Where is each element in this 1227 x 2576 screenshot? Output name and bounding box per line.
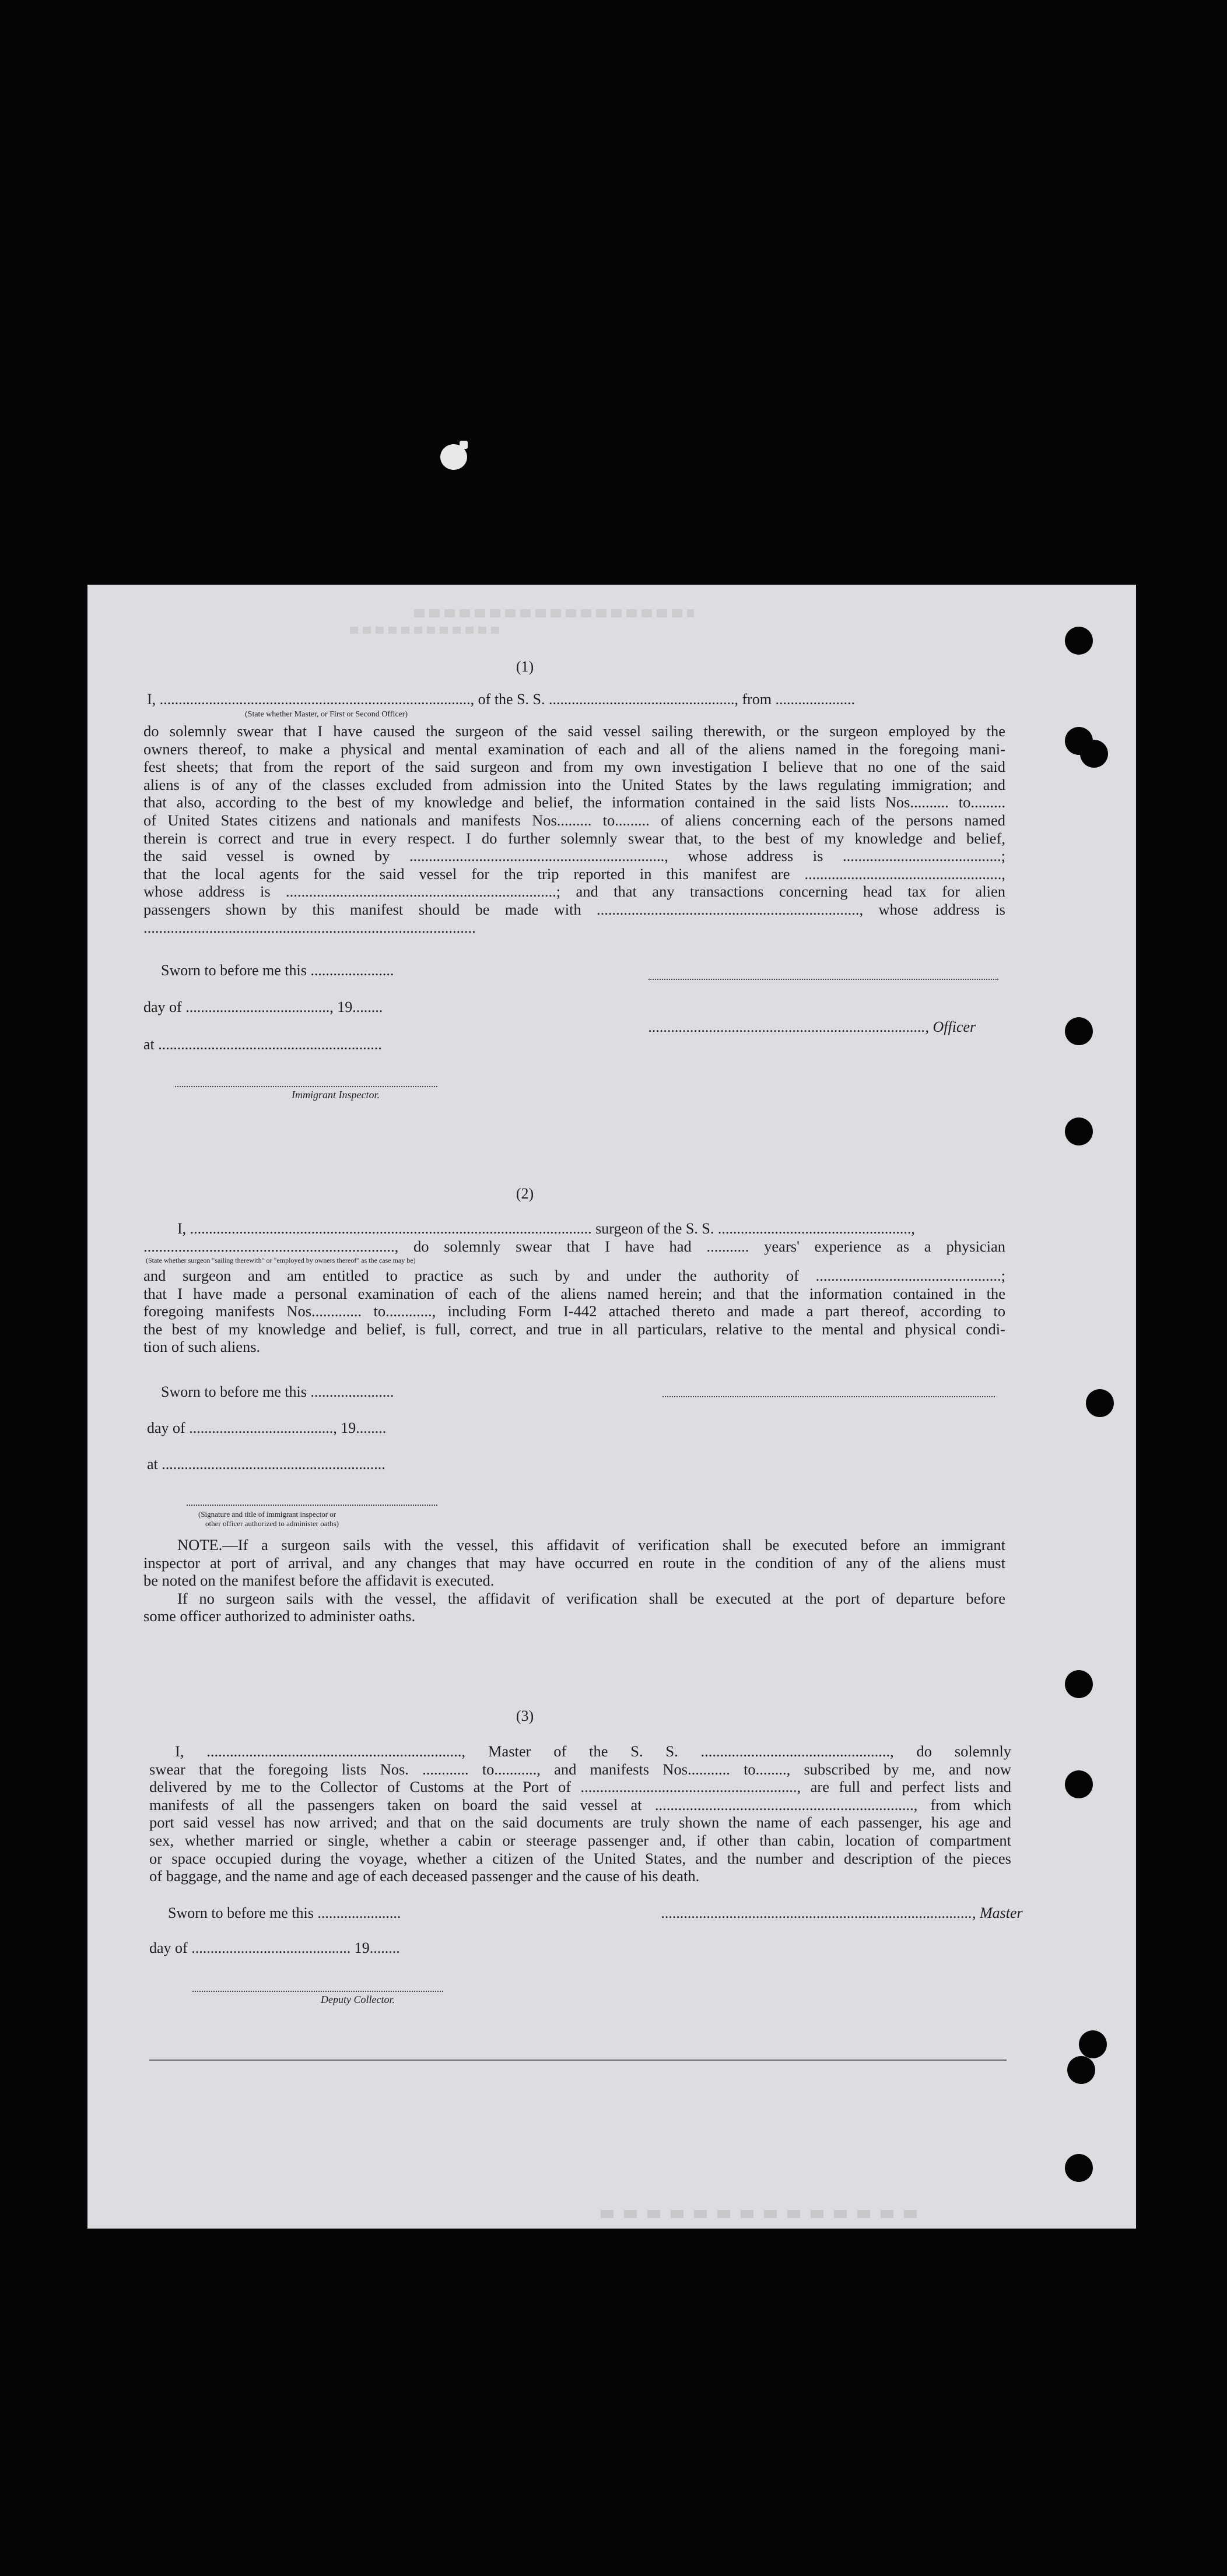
punch-hole [1067,2056,1095,2084]
paragraph-line: that also, according to the best of my knowledge and belief, the information contained in the said lists Nos.......... to......... [143,793,1005,811]
paragraph-line: ................................................................., do solemnly swear that I have had ........... years' experience as a physician [143,1238,1005,1255]
section-2-at: at ........................................................... [147,1456,385,1472]
paragraph-line: the best of my knowledge and belief, is full, correct, and true in all particulars, relative to the mental and physical condi- [143,1320,1005,1338]
note-line: inspector at port of arrival, and any changes that may have occurred en route in the condition of any of the aliens must [143,1554,1005,1572]
section-3-sworn: Sworn to before me this ...................... [168,1904,401,1921]
section-2-paragraph [143,1238,1005,1256]
section-3-number: (3) [516,1707,534,1724]
paragraph-line: port said vessel has now arrived; and that on the said documents are truly shown the name of each passenger, his age and [149,1814,1011,1832]
paragraph-line: I, .................................................................., Master of the S. S. ................................................., do solemnly [175,1742,1011,1760]
manifest-document-page [87,585,1136,2229]
punch-hole [1065,2154,1093,2182]
paragraph-line: passengers shown by this manifest should be made with ...................................................................., whose address is [143,900,1005,918]
paragraph-line: or space occupied during the voyage, whether a citizen of the United States, and the number and description of the pieces [149,1849,1011,1867]
paragraph-line: delivered by me to the Collector of Customs at the Port of ........................................................, are full and perfect lists and [149,1778,1011,1796]
section-3-deputy-signature-line [192,1991,443,1992]
paragraph-line: that the local agents for the said vessel for the trip reported in this manifest are ..................................................., [143,864,1005,883]
paragraph-line: tion of such aliens. [143,1338,261,1356]
section-1-at: at ........................................................... [143,1036,382,1053]
section-1-oath-caption: (State whether Master, or First or Second Officer) [245,710,408,719]
paragraph-line: and surgeon and am entitled to practice as such by and under the authority of ................................................; [143,1267,1005,1284]
punch-hole [1065,627,1093,655]
paragraph-line: fest sheets; that from the report of the said surgeon and from my own investigation I believe that no one of the said [143,758,1005,776]
section-2-inspector-signature-line [187,1505,437,1506]
section-3-master: .................................................................................., Master [661,1904,1023,1921]
section-1-day: day of ......................................, 19........ [143,999,383,1015]
paragraph-line: manifests of all the passengers taken on board the said vessel at ..................................................................., from which [149,1795,1011,1814]
section-1-inspector-signature-line [175,1086,437,1087]
paragraph-line: aliens is of any of the classes excluded from admission into the United States by the laws regulating immigration; and [143,775,1005,793]
section-1-officer-signature-line [648,979,998,980]
paragraph-line: the said vessel is owned by .................................................................., whose address is .........................................; [143,847,1005,865]
section-1-oath-line: I, .................................................................................., of the S. S. ................................................., from ..................... [147,691,856,708]
punch-hole [1065,1117,1093,1145]
section-2-signature-line [662,1396,995,1397]
section-2-caption: (State whether surgeon "sailing therewith" or "employed by owners thereof" as the case may be) [146,1256,416,1264]
note-line: NOTE.—If a surgeon sails with the vessel, this affidavit of verification shall be executed before an immigrant [177,1536,1005,1554]
paragraph-line: swear that the foregoing lists Nos. ............ to..........., and manifests Nos........... to........, subscribed by me, and now [149,1760,1011,1778]
paragraph-line: sex, whether married or single, whether a cabin or steerage passenger and, if other than cabin, location of compartment [149,1831,1011,1849]
paragraph-line: owners thereof, to make a physical and mental examination of each and all of the aliens named in the foregoing mani- [143,740,1005,758]
paragraph-line: of baggage, and the name and age of each deceased passenger and the cause of his death. [149,1867,700,1885]
paragraph-line: whose address is ......................................................................; and that any transactions concerning head tax for alien [143,883,1005,901]
punch-hole [1065,1670,1093,1698]
section-3-day: day of .......................................... 19........ [149,1939,400,1956]
section-2-sig-caption-2: other officer authorized to administer oaths) [205,1519,339,1528]
section-2-sig-caption-1: (Signature and title of immigrant inspector or [198,1510,336,1519]
section-2-day: day of ......................................, 19........ [147,1419,387,1436]
bottom-rule [149,2060,1007,2061]
paragraph-line: therein is correct and true in every respect. I do further solemnly swear that, to the best of my knowledge and belief, [143,829,1005,847]
paragraph-line: of United States citizens and nationals and manifests Nos......... to......... of aliens concerning each of the persons named [143,811,1005,829]
section-2-oath-line: I, .......................................................................................................... surgeon of the S. S. ..................................................., [177,1220,915,1237]
section-1-inspector-caption: Immigrant Inspector. [292,1089,380,1101]
punch-hole [1065,1770,1093,1798]
paragraph-line: that I have made a personal examination of each of the aliens named herein; and that the information contained in the [143,1284,1005,1302]
punch-hole [1086,1389,1114,1417]
bleed-through-text [350,627,502,634]
note-line: some officer authorized to administer oaths. [143,1607,416,1625]
note-line: If no surgeon sails with the vessel, the affidavit of verification shall be executed at the port of departure before [177,1589,1005,1607]
section-1-officer: ........................................................................., Officer [648,1018,976,1035]
paragraph-line: foregoing manifests Nos............. to............, including Form I-442 attached thereto and made a part thereof, according to [143,1302,1005,1320]
section-1-sworn: Sworn to before me this ...................... [161,962,394,979]
bleed-through-text [414,609,694,617]
section-2-number: (2) [516,1185,534,1202]
section-1-number: (1) [516,658,534,675]
paragraph-line: ...................................................................................... [143,918,476,936]
punch-hole [1065,1017,1093,1045]
section-1-paragraph [143,722,1005,936]
section-3-paragraph [149,1742,1011,1885]
bleed-through-text [601,2210,927,2218]
punch-hole [1079,2030,1107,2058]
section-2-note [143,1536,1005,1625]
section-3-deputy-caption: Deputy Collector. [321,1994,395,2005]
stray-mark [460,441,468,449]
section-2-sworn: Sworn to before me this ...................... [161,1383,394,1400]
section-2-paragraph [143,1267,1005,1356]
paragraph-line: do solemnly swear that I have caused the surgeon of the said vessel sailing therewith, or the surgeon employed by the [143,722,1005,740]
note-line: be noted on the manifest before the affidavit is executed. [143,1572,495,1590]
punch-hole [1080,740,1108,768]
